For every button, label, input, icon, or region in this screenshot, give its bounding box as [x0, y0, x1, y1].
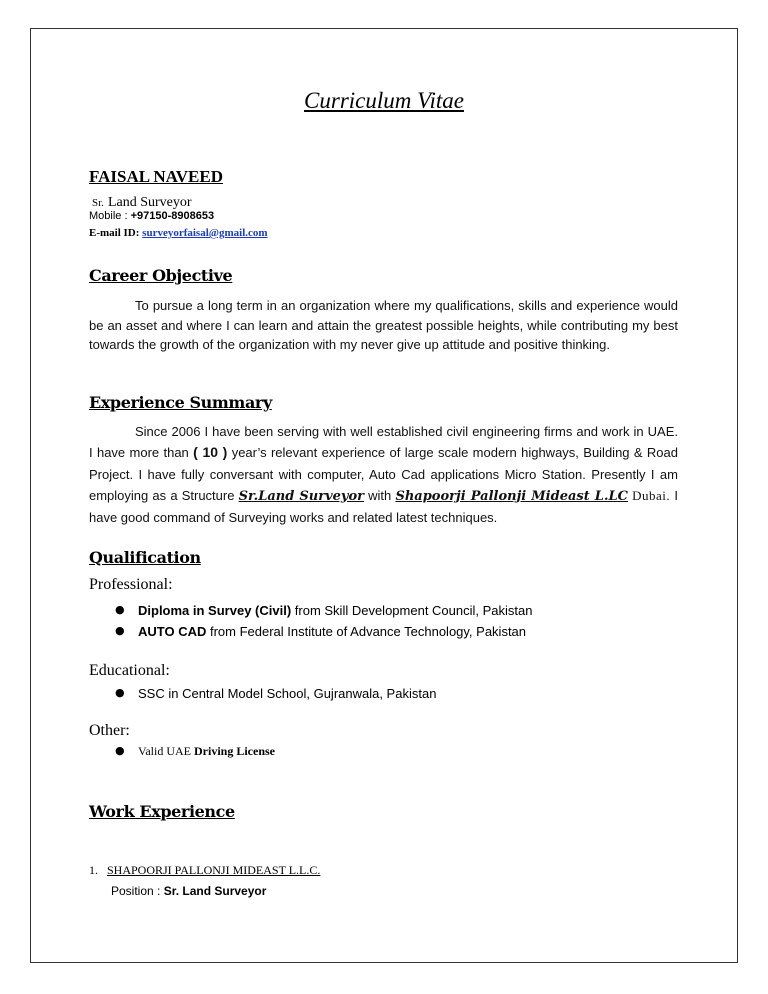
candidate-name: FAISAL NAVEED: [89, 167, 223, 186]
experience-summary-text: [89, 421, 678, 528]
work-experience-heading: Work Experience: [89, 802, 235, 821]
exp-company: Shapoorji Pallonji Mideast L.LC: [395, 488, 628, 504]
exp-with: with: [368, 487, 392, 503]
qualification-heading: Qualification: [89, 548, 201, 567]
exp-role: Sr.Land Surveyor: [238, 488, 364, 504]
exp-text-2: year’s relevant experience of large scale modern highways, Building & Road Project. I have fully conversant with computer, Auto Cad applications Micro Station. Presently I am employing as a Structure: [89, 445, 678, 503]
position-value: Sr. Land Surveyor: [163, 884, 267, 898]
exp-years: ( 10 ): [193, 444, 228, 461]
mobile-label: Mobile :: [89, 210, 128, 222]
other-label: Other:: [89, 722, 130, 739]
bullet-icon: ●: [115, 603, 125, 616]
list-item-text: SSC in Central Model School, Gujranwala, Pakistan: [138, 686, 437, 701]
position-label: Position :: [111, 884, 161, 898]
bullet-icon: ●: [115, 744, 125, 757]
exp-text-3: I have good command of Surveying works and related latest techniques.: [89, 487, 678, 526]
email-link[interactable]: surveyorfaisal@gmail.com: [142, 227, 268, 239]
exp-text-1: Since 2006 I have been serving with well established civil engineering firms and work in UAE. I have more than: [89, 424, 678, 461]
list-item-text: AUTO CAD from Federal Institute of Advance Technology, Pakistan: [138, 624, 527, 639]
designation-prefix: Sr.: [92, 197, 104, 209]
mobile-line: [89, 210, 214, 222]
work-item-1: [89, 863, 320, 878]
mobile-number: +97150-8908653: [130, 210, 215, 222]
work-item-company: SHAPOORJI PALLONJI MIDEAST L.L.C.: [107, 863, 321, 877]
work-item-number: 1.: [89, 863, 98, 877]
email-label: E-mail ID:: [89, 227, 140, 239]
work-item-position: [111, 884, 266, 898]
exp-city: Dubai.: [632, 487, 671, 503]
list-item-text: Valid UAE Driving License: [138, 744, 275, 758]
bullet-icon: ●: [115, 624, 125, 637]
professional-label: Professional:: [89, 576, 173, 593]
career-objective-body: To pursue a long term in an organization where my qualifications, skills and experience would be an asset and where I can learn and attain the greatest possible heights, while contributing my best towards the growth of the organization with my never give up attitude and positive thinking.: [89, 298, 678, 353]
career-objective-text: [89, 296, 678, 355]
educational-label: Educational:: [89, 662, 170, 679]
career-objective-heading: Career Objective: [89, 266, 233, 285]
bullet-icon: ●: [115, 686, 125, 699]
experience-summary-heading: Experience Summary: [89, 393, 272, 412]
document-title: Curriculum Vitae: [304, 88, 464, 113]
designation: Land Surveyor: [107, 195, 192, 210]
list-item-text: Diploma in Survey (Civil) from Skill Development Council, Pakistan: [138, 603, 533, 618]
designation-line: [92, 193, 192, 211]
email-line: [89, 227, 268, 239]
